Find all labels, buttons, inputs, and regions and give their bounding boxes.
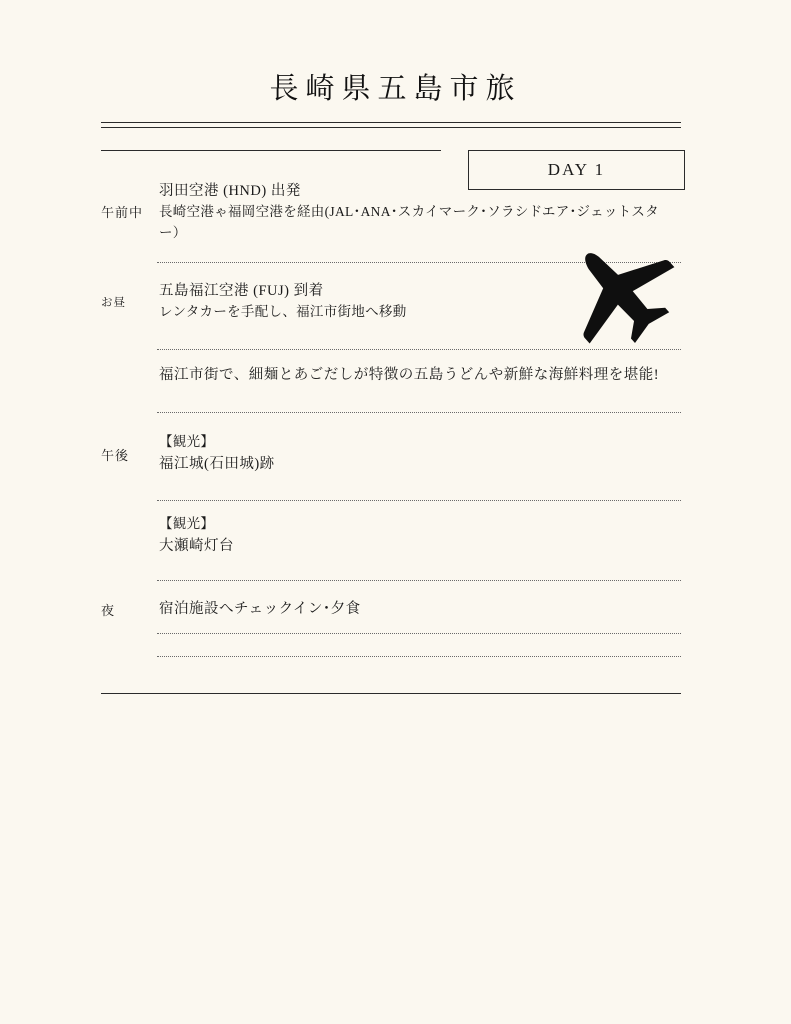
entry-afternoon (159, 432, 679, 475)
entry-lunch-meal-line-1: 福江市街で、細麺とあごだしが特徴の五島うどんや新鮮な海鮮料理を堪能! (159, 367, 660, 383)
entry-afternoon-line-1: 【観光】 (159, 434, 215, 449)
row-divider-4 (157, 500, 681, 501)
entry-night (159, 598, 679, 620)
entry-night-line-1: 宿泊施設へチェックイン･夕食 (159, 601, 361, 617)
entry-sightseeing-2-line-2: 大瀬崎灯台 (159, 537, 234, 554)
row-divider-5 (157, 580, 681, 581)
time-label-night: 夜 (101, 603, 116, 618)
entry-morning-line-2: 長崎空港ゃ福岡空港を経由(JAL･ANA･スカイマーク･ソラシドエア･ジェットスター） (159, 204, 659, 241)
entry-noon-line-2: レンタカーを手配し、福江市街地へ移動 (159, 304, 407, 320)
row-divider-bottom (101, 693, 681, 694)
time-label-noon: お昼 (101, 297, 126, 309)
entry-sightseeing-2-line-1: 【観光】 (159, 516, 215, 531)
time-label-afternoon: 午後 (101, 448, 130, 463)
row-divider-3 (157, 412, 681, 413)
row-divider-2 (157, 349, 681, 350)
page-title: 長崎県五島市旅 (269, 73, 522, 105)
airplane-icon (560, 236, 685, 346)
entry-lunch-meal (159, 364, 679, 386)
entry-sightseeing-2 (159, 514, 679, 557)
title-divider (101, 122, 681, 128)
row-divider-top (101, 150, 441, 151)
time-label-morning: 午前中 (101, 205, 144, 220)
day-badge: DAY 1 (468, 150, 685, 190)
entry-afternoon-line-2: 福江城(石田城)跡 (159, 455, 275, 472)
row-divider-7 (157, 656, 681, 657)
row-divider-6 (157, 633, 681, 634)
entry-noon-line-1: 五島福江空港 (FUJ) 到着 (159, 283, 324, 299)
entry-morning-line-1: 羽田空港 (HND) 出発 (159, 183, 301, 199)
